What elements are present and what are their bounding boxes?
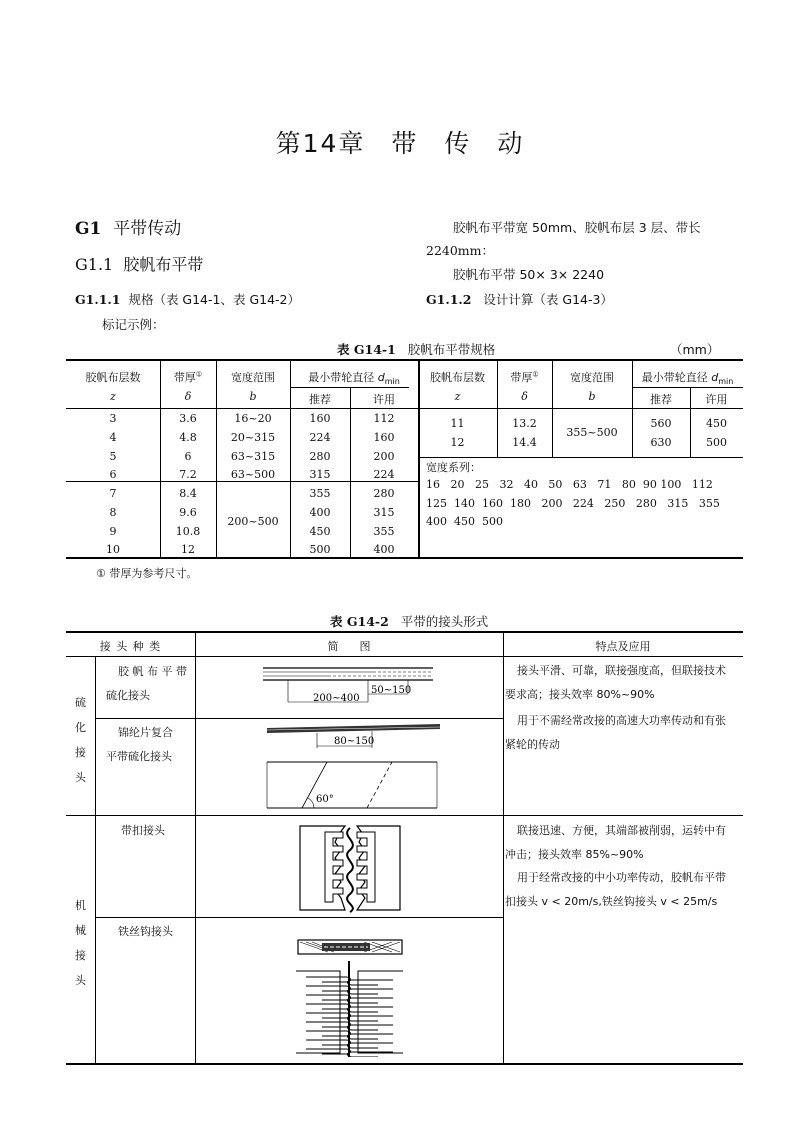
table1-top-rule — [66, 359, 743, 361]
wire-hook — [348, 980, 394, 985]
right-paragraph-1b: 2240mm： — [426, 243, 495, 258]
t1-left-thick: 4.8 — [179, 431, 197, 444]
t1-h-width-sym: b — [249, 390, 257, 403]
t1-h-layers-sym: z — [110, 390, 116, 403]
t1-left-width: 63~500 — [230, 468, 276, 481]
t1-left-rec: 160 — [309, 412, 331, 425]
t1-h-rec-r: 推荐 — [650, 393, 672, 406]
t1-left-layers: 3 — [109, 412, 117, 425]
t1-left-thick: 8.4 — [179, 487, 197, 500]
t1-left-width: 20~315 — [230, 431, 276, 444]
t1-h-layers: 胶帆布层数 — [85, 371, 141, 384]
t1-h-width-r: 宽度范围 — [570, 371, 614, 384]
right-paragraph-1: 胶帆布平带宽 50mm、胶帆布层 3 层、带长 — [453, 220, 701, 235]
t1-h-allow: 许用 — [373, 393, 395, 406]
wire-hook — [306, 1004, 351, 1009]
table2-caption: 表 G14-2 平带的接头形式 — [330, 614, 489, 629]
wire-hook — [348, 989, 394, 994]
t1-h-thick-sym-r: δ — [521, 390, 528, 403]
t1-left-layers: 9 — [109, 525, 117, 538]
t1-left-rec: 500 — [309, 543, 331, 556]
t2-v3 — [503, 632, 504, 1064]
t1-h-thick-sym: δ — [184, 390, 192, 403]
wire-hook — [306, 1013, 351, 1018]
width-series-line-2: 125 140 160 180 200 224 250 280 315 355 — [426, 497, 720, 510]
fig-belt-buckle-joint — [295, 822, 405, 914]
t2-h-figure: 简 图 — [327, 640, 371, 653]
t1-left-allow: 160 — [373, 431, 395, 444]
t1-left-layers: 5 — [109, 450, 117, 463]
feat2-d: 扣接头 v < 20m/s,铁丝钩接头 v < 25m/s — [505, 895, 718, 908]
fig1-dim1: 50~150 — [371, 685, 412, 696]
t1-left-width: 16~20 — [234, 412, 272, 425]
t1-left-thick: 12 — [181, 543, 195, 556]
t1-left-thick: 6 — [184, 450, 192, 463]
t1-left-rec: 355 — [309, 487, 331, 500]
table2-bottom-rule — [66, 1063, 743, 1065]
t2-v1 — [95, 656, 96, 1064]
section-g112: G1.1.2 设计计算（表 G14-3） — [426, 292, 613, 307]
t1-left-width: 63~315 — [230, 450, 276, 463]
fig-nylon-composite-joint — [262, 722, 442, 812]
chapter-name-2: 传 — [444, 129, 472, 158]
t1-h-dmin: 最小带轮直径 $d_{min}$ — [308, 371, 400, 387]
t1-right-rec: 560 — [650, 417, 672, 430]
t1-left-rec: 450 — [309, 525, 331, 538]
table2-group-rule — [66, 815, 743, 816]
fig2-dim: 80~150 — [334, 736, 375, 747]
width-series-line-1: 16 20 25 32 40 50 63 71 80 90 100 112 — [426, 478, 713, 491]
t1-left-allow: 224 — [373, 468, 395, 481]
row3-name: 带扣接头 — [121, 824, 165, 837]
t1-right-allow: 500 — [706, 436, 727, 449]
t1-h-width-sym-r: b — [588, 390, 596, 403]
wire-hook — [348, 1034, 394, 1039]
row2-name-b: 平带硫化接头 — [106, 750, 172, 763]
table1-group-rule — [66, 481, 418, 482]
t1-left-allow: 200 — [373, 450, 395, 463]
row2-name-a: 锦纶片复合 — [118, 726, 173, 739]
t1-left-layers: 8 — [109, 506, 117, 519]
t1-h-width: 宽度范围 — [231, 371, 275, 384]
fig3-pin — [347, 828, 353, 912]
t1-left-layers: 6 — [109, 468, 117, 481]
table1-unit: （mm） — [670, 342, 720, 357]
fig4-left-belt — [296, 971, 340, 1053]
group-mechanical: 机 械 接 头 — [75, 899, 86, 987]
fig2-angle: 60° — [316, 794, 334, 805]
t1-right-layers: 11 — [450, 417, 465, 430]
feat1-c: 用于不需经常改接的高速大功率传动和有张 — [517, 714, 726, 727]
fig2-angle-arc — [308, 798, 314, 808]
table1-footnote: ① 带厚为参考尺寸。 — [96, 567, 198, 580]
chapter-name-3: 动 — [497, 129, 525, 158]
wire-hook — [348, 1016, 394, 1021]
t1-left-rec: 224 — [309, 431, 331, 444]
fig1-dim2: 200~400 — [313, 693, 360, 704]
mark-example-label: 标记示例： — [102, 317, 165, 332]
t1-left-allow: 400 — [373, 543, 395, 556]
t1-left-allow: 112 — [373, 412, 395, 425]
t1-h-layers-sym-r: z — [454, 390, 461, 403]
wire-hook — [348, 1043, 394, 1048]
t1-right-thick: 14.4 — [512, 436, 537, 449]
section-g111: G1.1.1 规格（表 G14-1、表 G14-2） — [75, 292, 300, 307]
t1-h-layers-r: 胶帆布层数 — [430, 371, 485, 384]
section-g1: G1 平带传动 — [75, 219, 182, 239]
fig2-joint-2 — [367, 762, 392, 808]
row4-name: 铁丝钩接头 — [118, 925, 173, 938]
t1-left-layers: 4 — [109, 431, 117, 444]
t2-h-type: 接 头 种 类 — [99, 640, 162, 653]
table2-row1-rule — [95, 718, 503, 719]
t1-h-thick-r: 带厚① — [510, 370, 539, 384]
t1-h-thick: 带厚① — [173, 370, 203, 384]
t1-left-allow: 280 — [373, 487, 395, 500]
wire-hook — [306, 986, 351, 991]
t1-left-thick: 7.2 — [179, 468, 197, 481]
t1-h-allow-r: 许用 — [705, 393, 728, 406]
chapter-name-1: 带 — [391, 129, 419, 158]
t1-left-allow: 355 — [373, 525, 395, 538]
t1-left-thick: 9.6 — [179, 506, 197, 519]
table1-subhead-rule-right — [632, 387, 743, 388]
wire-hook — [306, 1040, 351, 1045]
table1-header-rule — [66, 408, 743, 409]
table2-header-rule — [66, 656, 743, 657]
t1-left-layers: 10 — [106, 543, 120, 556]
t1-h-dmin-r: 最小带轮直径 $d_{min}$ — [641, 371, 734, 387]
table2-row3-rule — [95, 917, 503, 918]
t1-right-layers: 12 — [450, 436, 465, 449]
wire-hook — [306, 995, 351, 1000]
t1-right-merged-width: 355~500 — [566, 426, 618, 439]
width-series-line-3: 400 450 500 — [426, 515, 503, 528]
t1-merged-width: 200~500 — [227, 515, 279, 528]
wire-hook — [348, 1025, 394, 1030]
wire-hook — [306, 1031, 351, 1036]
t1-left-rec: 315 — [309, 468, 331, 481]
fig-wire-hook-joint — [292, 935, 407, 1057]
feat1-b: 要求高；接头效率 80%~90% — [505, 688, 655, 701]
t2-h-features: 特点及应用 — [595, 640, 651, 653]
right-paragraph-2: 胶帆布平带 50× 3× 2240 — [453, 267, 605, 282]
wire-hook — [306, 977, 351, 982]
t2-v2 — [195, 632, 196, 1064]
table1-bottom-rule — [66, 557, 743, 559]
wire-hook — [306, 1022, 351, 1027]
wire-hook — [348, 998, 394, 1003]
t1-left-thick: 10.8 — [175, 525, 201, 538]
table2-top-rule — [66, 631, 743, 633]
t1-right-thick: 13.2 — [512, 417, 537, 430]
table1-right-group-rule — [418, 457, 743, 458]
t1-right-allow: 450 — [706, 417, 727, 430]
fig3-left-half — [300, 826, 345, 910]
t1-left-rec: 280 — [309, 450, 331, 463]
t1-left-thick: 3.6 — [179, 412, 197, 425]
wire-hook — [348, 1007, 394, 1012]
group-vulcanized: 硫 化 接 头 — [75, 696, 86, 784]
feat1-d: 紧轮的传动 — [505, 738, 560, 751]
t1-left-rec: 400 — [309, 506, 331, 519]
chapter-title: 第14章 带 传 动 — [275, 129, 525, 158]
table1-caption: 表 G14-1 胶帆布平带规格 — [337, 342, 496, 357]
t1-right-rec: 630 — [650, 436, 672, 449]
feat2-c: 用于经常改接的中小功率传动，胶帆布平带 — [517, 871, 726, 884]
section-g11: G1.1 胶帆布平带 — [75, 255, 204, 274]
row1-name-b: 硫化接头 — [106, 689, 150, 702]
t1-left-allow: 315 — [373, 506, 395, 519]
feat2-a: 联接迅速、方便，其端部被削弱，运转中有 — [517, 824, 726, 837]
t1-h-rec: 推荐 — [309, 393, 331, 406]
row1-name-a: 胶 帆 布 平 带 — [118, 665, 187, 678]
feat2-b: 冲击；接头效率 85%~90% — [505, 848, 644, 861]
feat1-a: 接头平滑、可靠，联接强度高，但联接技术 — [517, 664, 726, 677]
width-series-label: 宽度系列： — [426, 461, 481, 474]
fig3-right-half — [357, 826, 400, 910]
fig-canvas-vulcanized-joint — [258, 660, 438, 712]
t1-left-layers: 7 — [109, 487, 117, 500]
